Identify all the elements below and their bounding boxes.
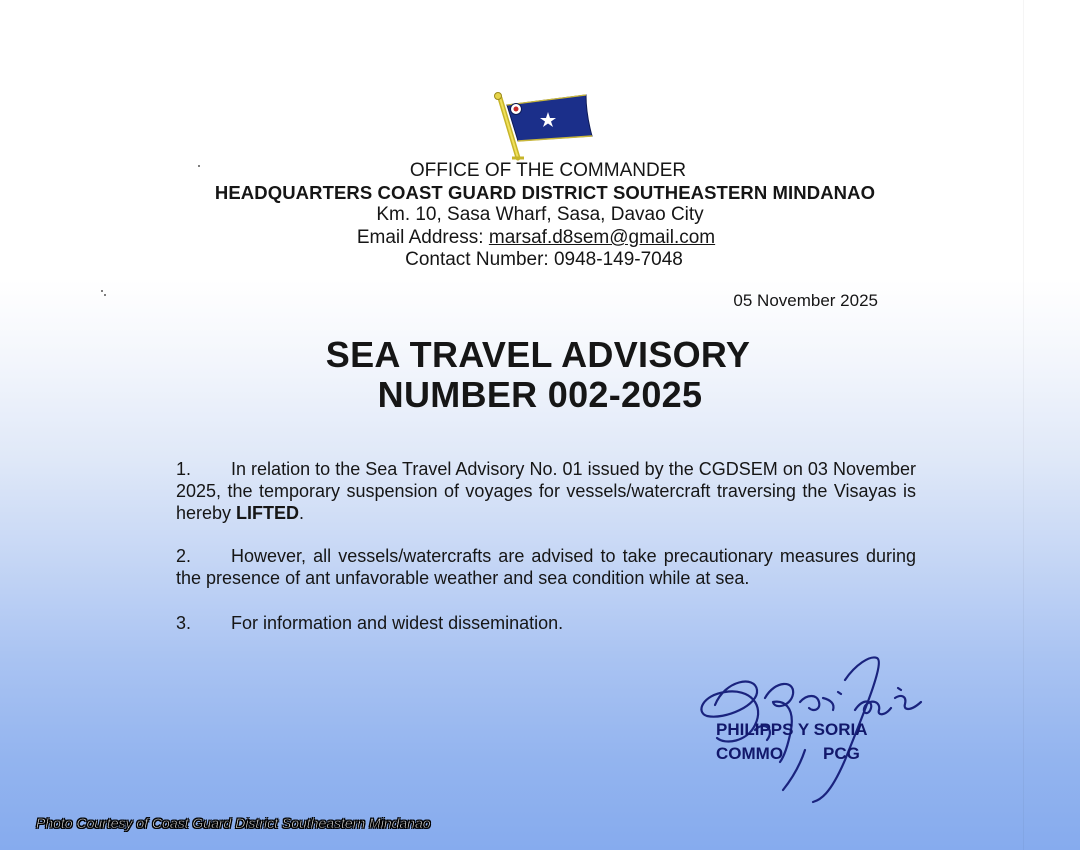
paragraph-text: For information and widest dissemination.: [231, 613, 564, 633]
paragraph-1: [176, 458, 916, 524]
signatory-rank-pcg: PCG: [823, 744, 860, 763]
paragraph-text: However, all vessels/watercrafts are advised to take precautionary measures during the presence of ant unfavorable weather and sea condition while at sea.: [176, 546, 916, 588]
contact-line: Contact Number: 0948-149-7048: [405, 249, 683, 270]
paragraph-3: [176, 612, 916, 634]
signatory-rank: [716, 744, 860, 764]
document-date: 05 November 2025: [733, 291, 878, 310]
paragraph-text: In relation to the Sea Travel Advisory No. 01 issued by the CGDSEM on 03 November 2025, the temporary suspension of voyages for vessels/watercraft traversing the Visayas is hereby: [176, 459, 916, 523]
paragraph-emphasis: LIFTED: [236, 503, 300, 523]
paragraph-2: [176, 545, 916, 589]
signatory-name: PHILIPPS Y SORIA: [716, 720, 868, 739]
paragraph-number: 1.: [176, 459, 192, 479]
scan-speck: [104, 294, 106, 296]
headquarters-line: HEADQUARTERS COAST GUARD DISTRICT SOUTHEASTERN MINDANAO: [214, 182, 876, 203]
email-line: [0, 227, 1076, 249]
advisory-title: SEA TRAVEL ADVISORY: [325, 334, 751, 375]
office-line: OFFICE OF THE COMMANDER: [409, 160, 687, 181]
address-line: Km. 10, Sasa Wharf, Sasa, Davao City: [376, 204, 704, 225]
email-link[interactable]: marsaf.d8sem@gmail.com: [488, 227, 716, 248]
paragraph-end: .: [299, 503, 305, 523]
signatory-rank-commo: COMMO: [716, 744, 784, 763]
photo-credit: Photo Courtesy of Coast Guard District Southeastern Mindanao: [36, 815, 431, 831]
paper-edge: [1023, 0, 1024, 850]
scan-speck: [101, 290, 103, 292]
paragraph-number: 3.: [176, 613, 192, 633]
email-label: Email Address:: [356, 227, 484, 248]
commodore-flag-icon: [490, 92, 600, 164]
paragraph-number: 2.: [176, 546, 192, 566]
advisory-number: NUMBER 002-2025: [377, 374, 703, 415]
